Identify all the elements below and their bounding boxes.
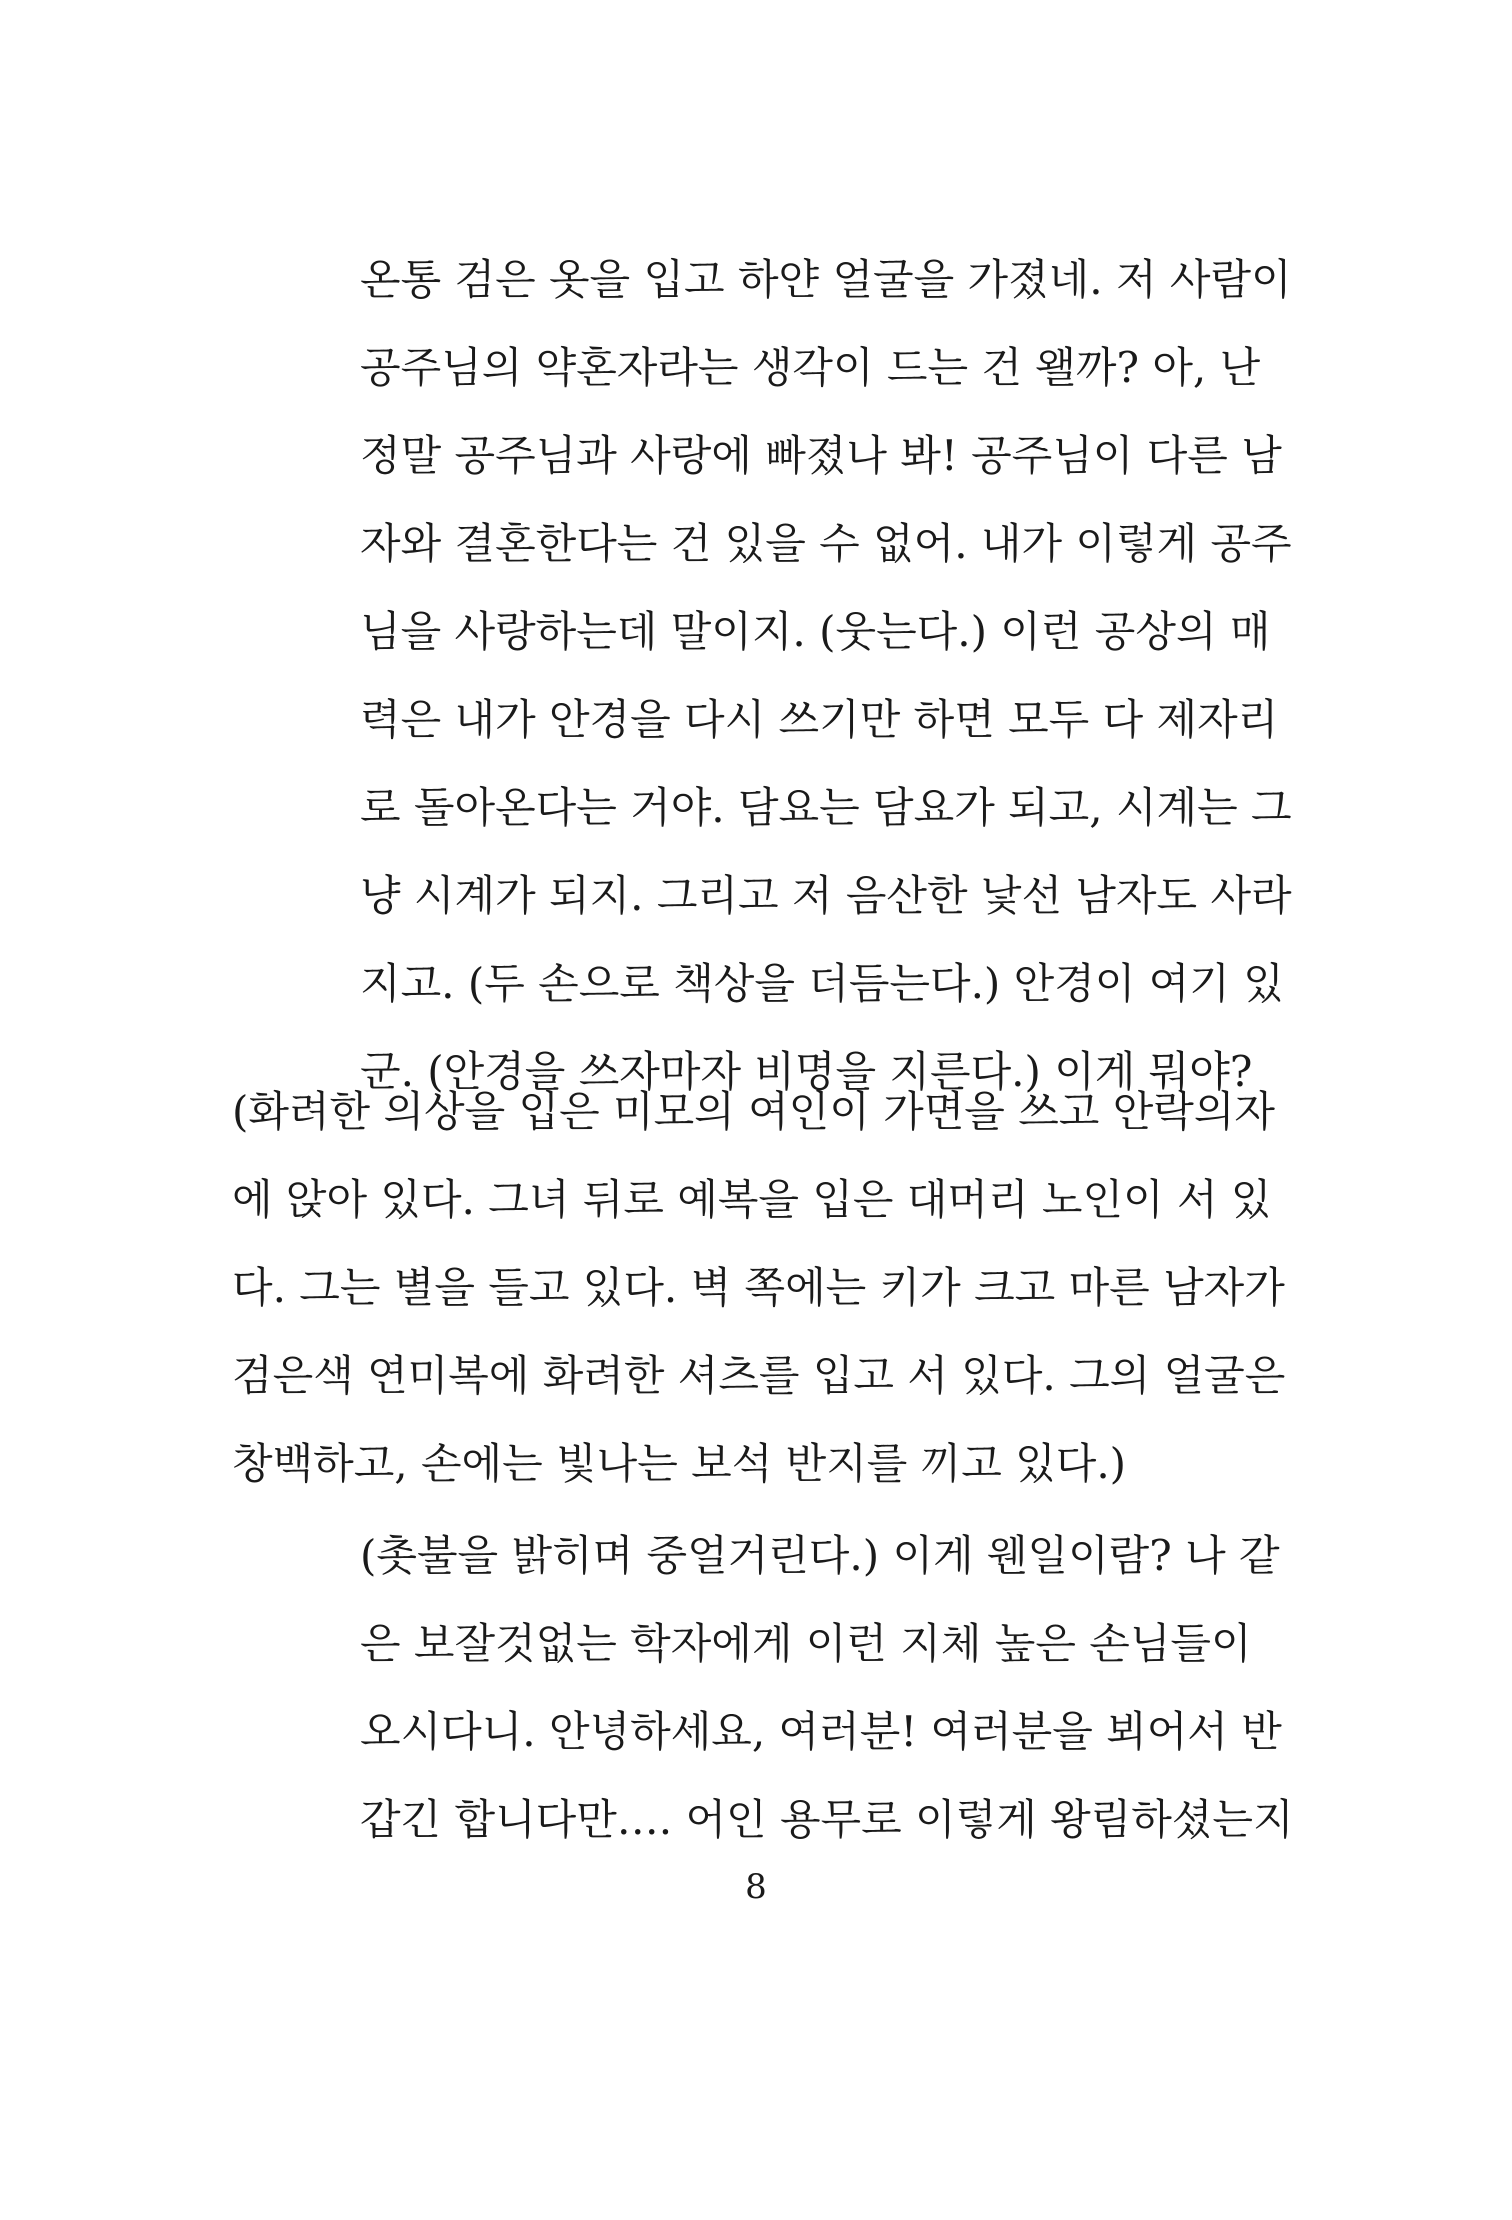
page-number: 8 <box>745 1867 767 1907</box>
text-line: (촛불을 밝히며 중얼거린다.) 이게 웬일이람? 나 같 <box>360 1531 1280 1580</box>
text-line: 지고. (두 손으로 책상을 더듬는다.) 안경이 여기 있 <box>360 959 1284 1008</box>
text-line: (화려한 의상을 입은 미모의 여인이 가면을 쓰고 안락의자 <box>232 1087 1275 1136</box>
stage-direction-paragraph <box>232 1068 1286 1508</box>
text-line: 공주님의 약혼자라는 생각이 드는 건 왤까? 아, 난 <box>360 343 1261 392</box>
text-line: 온통 검은 옷을 입고 하얀 얼굴을 가졌네. 저 사람이 <box>360 255 1292 304</box>
text-line: 력은 내가 안경을 다시 쓰기만 하면 모두 다 제자리 <box>360 695 1279 744</box>
text-line: 냥 시계가 되지. 그리고 저 음산한 낯선 남자도 사라 <box>360 871 1292 920</box>
text-line: 창백하고, 손에는 빛나는 보석 반지를 끼고 있다.) <box>232 1439 1127 1488</box>
text-line: 로 돌아온다는 거야. 담요는 담요가 되고, 시계는 그 <box>360 783 1292 832</box>
text-line: 은 보잘것없는 학자에게 이런 지체 높은 손님들이 <box>360 1619 1252 1668</box>
text-line: 정말 공주님과 사랑에 빠졌나 봐! 공주님이 다른 남 <box>360 431 1282 480</box>
text-line: 님을 사랑하는데 말이지. (웃는다.) 이런 공상의 매 <box>360 607 1271 656</box>
text-line: 검은색 연미복에 화려한 셔츠를 입고 서 있다. 그의 얼굴은 <box>232 1351 1286 1400</box>
text-line: 갑긴 합니다만…. 어인 용무로 이렇게 왕림하셨는지 <box>360 1795 1294 1844</box>
dialogue-paragraph-2 <box>360 1512 1294 1864</box>
text-line: 자와 결혼한다는 건 있을 수 없어. 내가 이렇게 공주 <box>360 519 1292 568</box>
text-line: 에 앉아 있다. 그녀 뒤로 예복을 입은 대머리 노인이 서 있 <box>232 1175 1272 1224</box>
text-line: 군. (안경을 쓰자마자 비명을 지른다.) 이게 뭐야? <box>360 1047 1253 1096</box>
text-line: 오시다니. 안녕하세요, 여러분! 여러분을 뵈어서 반 <box>360 1707 1282 1756</box>
text-line: 다. 그는 별을 들고 있다. 벽 쪽에는 키가 크고 마른 남자가 <box>232 1263 1285 1312</box>
